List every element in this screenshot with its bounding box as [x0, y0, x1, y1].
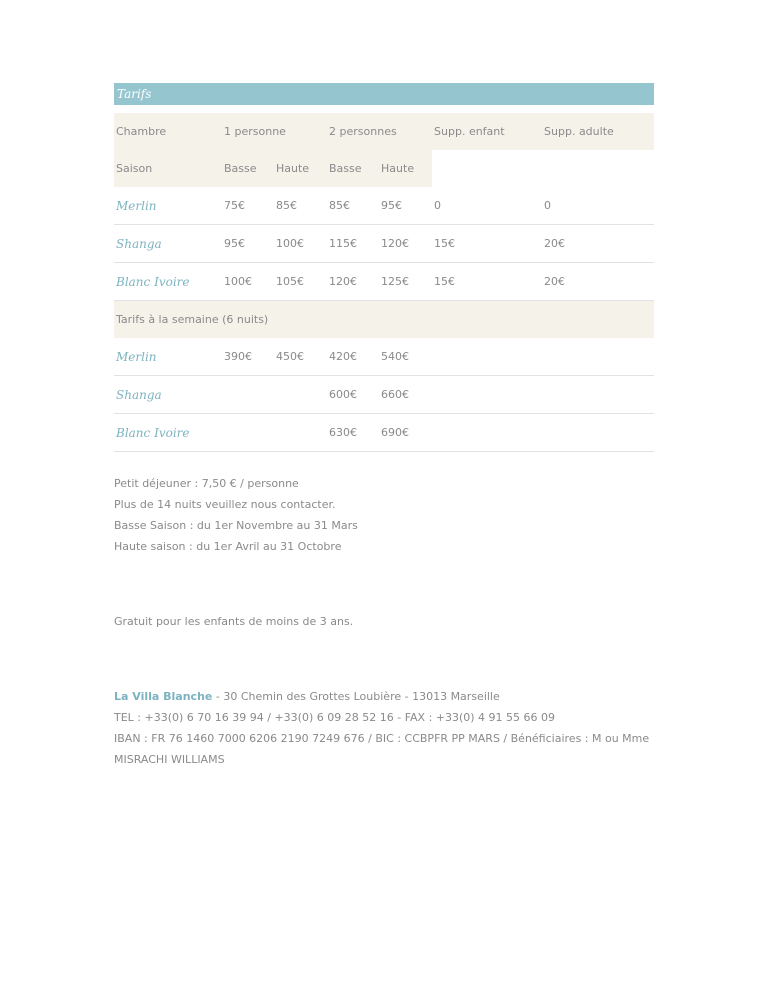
price-cell: 125€ [379, 263, 432, 301]
price-cell: 85€ [327, 187, 379, 225]
table-row [114, 225, 654, 263]
price-cell: 20€ [542, 263, 654, 301]
price-cell: 540€ [379, 338, 432, 376]
price-cell: 95€ [379, 187, 432, 225]
rates-table [114, 113, 654, 452]
room-name: Shanga [114, 225, 222, 263]
price-cell: 420€ [327, 338, 379, 376]
table-row [114, 263, 654, 301]
header-supp-enfant: Supp. enfant [432, 113, 542, 150]
price-cell: 75€ [222, 187, 274, 225]
price-cell [274, 376, 327, 414]
price-cell [222, 376, 274, 414]
week-title: Tarifs à la semaine (6 nuits) [114, 301, 654, 339]
children-note: Gratuit pour les enfants de moins de 3 ans. [114, 615, 354, 628]
header-basse-2: Basse [327, 150, 379, 187]
header-haute-1: Haute [274, 150, 327, 187]
price-cell: 630€ [327, 414, 379, 452]
header-one-person: 1 personne [222, 113, 327, 150]
header-chambre: Chambre [114, 113, 222, 150]
room-name: Merlin [114, 187, 222, 225]
price-cell [222, 414, 274, 452]
table-row [114, 187, 654, 225]
price-cell: 15€ [432, 225, 542, 263]
bank-line-2: MISRACHI WILLIAMS [114, 753, 225, 766]
header-row-2 [114, 150, 654, 187]
notes-block [114, 473, 654, 557]
rates-page [114, 83, 654, 770]
price-cell: 0 [432, 187, 542, 225]
contact-block [114, 686, 654, 770]
price-cell: 85€ [274, 187, 327, 225]
bank-line: IBAN : FR 76 1460 7000 6206 2190 7249 676 / BIC : CCBPFR PP MARS / Bénéficiaires : M ou Mme [114, 732, 650, 745]
week-header-row [114, 301, 654, 339]
header-haute-2: Haute [379, 150, 432, 187]
room-name: Blanc Ivoire [114, 414, 222, 452]
header-two-persons: 2 personnes [327, 113, 432, 150]
price-cell: 100€ [222, 263, 274, 301]
note-line: Plus de 14 nuits veuillez nous contacter. [114, 498, 336, 511]
header-basse-1: Basse [222, 150, 274, 187]
header-row-1 [114, 113, 654, 150]
price-cell: 690€ [379, 414, 432, 452]
room-name: Blanc Ivoire [114, 263, 222, 301]
table-row [114, 414, 654, 452]
price-cell [274, 414, 327, 452]
price-cell: 120€ [379, 225, 432, 263]
price-cell: 115€ [327, 225, 379, 263]
table-row [114, 376, 654, 414]
price-cell: 120€ [327, 263, 379, 301]
note-line: Basse Saison : du 1er Novembre au 31 Mars [114, 519, 358, 532]
price-cell: 15€ [432, 263, 542, 301]
price-cell: 450€ [274, 338, 327, 376]
note-line: Petit déjeuner : 7,50 € / personne [114, 477, 299, 490]
price-cell: 100€ [274, 225, 327, 263]
header-supp-adulte: Supp. adulte [542, 113, 654, 150]
brand-name: La Villa Blanche [114, 690, 213, 703]
room-name: Shanga [114, 376, 222, 414]
table-title: Tarifs [114, 83, 654, 105]
price-cell: 0 [542, 187, 654, 225]
table-row [114, 338, 654, 376]
price-cell: 660€ [379, 376, 432, 414]
price-cell: 20€ [542, 225, 654, 263]
phone-line: TEL : +33(0) 6 70 16 39 94 / +33(0) 6 09 28 52 16 - FAX : +33(0) 4 91 55 66 09 [114, 711, 556, 724]
address-text: - 30 Chemin des Grottes Loubière - 13013 Marseille [212, 690, 500, 703]
price-cell: 390€ [222, 338, 274, 376]
header-saison: Saison [114, 150, 222, 187]
note-line: Haute saison : du 1er Avril au 31 Octobre [114, 540, 342, 553]
address-line [114, 686, 654, 707]
price-cell: 95€ [222, 225, 274, 263]
price-cell: 105€ [274, 263, 327, 301]
price-cell: 600€ [327, 376, 379, 414]
room-name: Merlin [114, 338, 222, 376]
